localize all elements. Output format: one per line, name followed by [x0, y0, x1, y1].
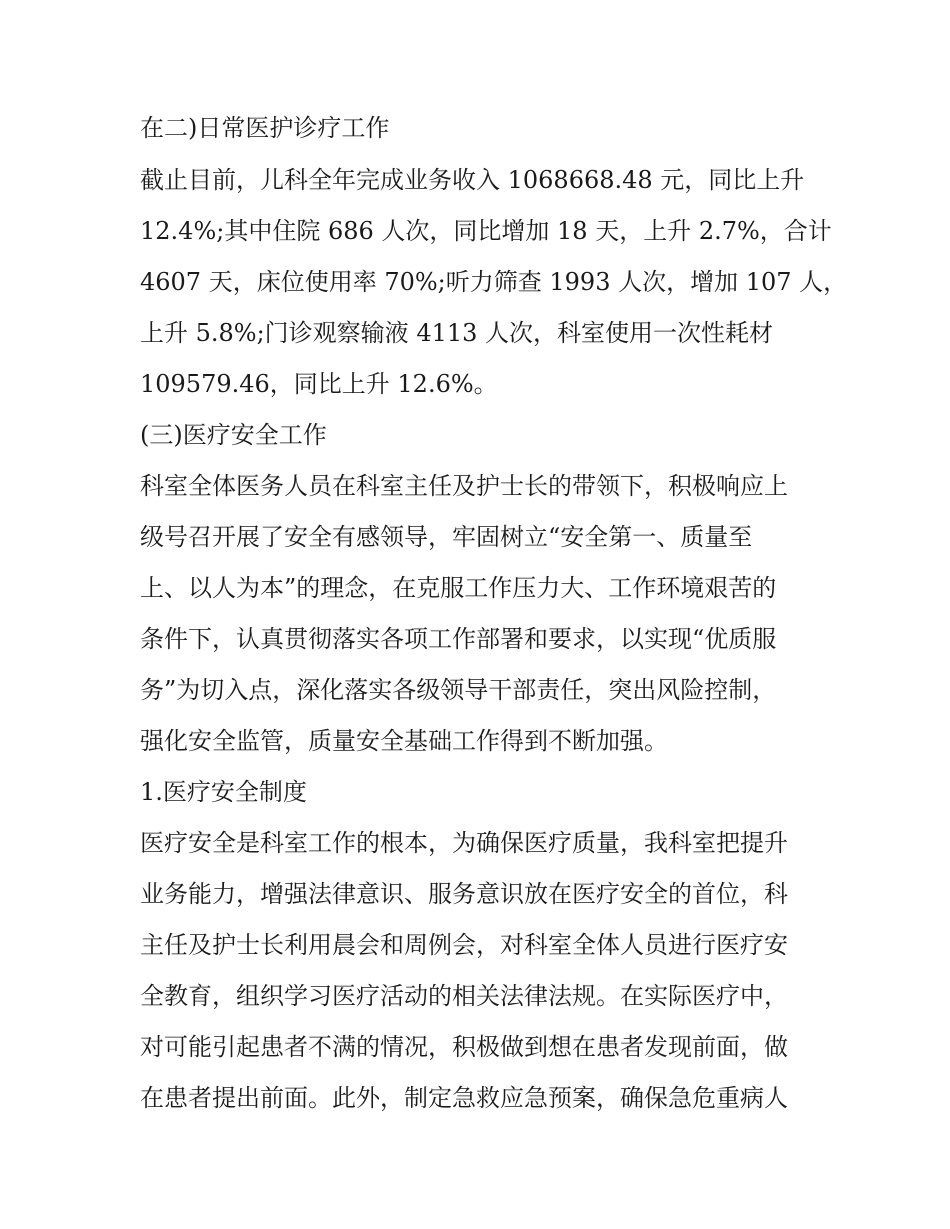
paragraph-line: 上、以人为本”的理念，在克服工作压力大、工作环境艰苦的 [140, 574, 777, 602]
paragraph-line: 级号召开展了安全有感领导，牢固树立“安全第一、质量至 [140, 523, 753, 551]
section-heading-safety: (三)医疗安全工作 [140, 421, 327, 449]
paragraph-line: 务”为切入点，深化落实各级领导干部责任，突出风险控制， [140, 676, 777, 704]
paragraph-line: 109579.46，同比上升 12.6%。 [140, 370, 498, 398]
paragraph-line: 强化安全监管，质量安全基础工作得到不断加强。 [140, 727, 668, 755]
paragraph-line: 全教育，组织学习医疗活动的相关法律法规。在实际医疗中， [140, 982, 788, 1010]
section-heading-daily-care: 在二)日常医护诊疗工作 [140, 114, 390, 142]
paragraph-line: 上升 5.8%;门诊观察输液 4113 人次，科室使用一次性耗材 [140, 319, 774, 347]
subsection-heading-safety-system: 1.医疗安全制度 [140, 778, 307, 806]
paragraph-line: 截止目前，儿科全年完成业务收入 1068668.48 元，同比上升 [140, 166, 805, 194]
paragraph-line: 业务能力，增强法律意识、服务意识放在医疗安全的首位，科 [140, 880, 788, 908]
paragraph-line: 对可能引起患者不满的情况，积极做到想在患者发现前面，做 [140, 1033, 788, 1061]
paragraph-line: 条件下，认真贯彻落实各项工作部署和要求，以实现“优质服 [140, 625, 777, 653]
paragraph-line: 医疗安全是科室工作的根本，为确保医疗质量，我科室把提升 [140, 829, 788, 857]
paragraph-line: 主任及护士长利用晨会和周例会，对科室全体人员进行医疗安 [140, 931, 788, 959]
paragraph-line: 12.4%;其中住院 686 人次，同比增加 18 天，上升 2.7%，合计 [140, 217, 832, 245]
paragraph-line: 在患者提出前面。此外，制定急救应急预案，确保急危重病人 [140, 1084, 788, 1112]
paragraph-line: 科室全体医务人员在科室主任及护士长的带领下，积极响应上 [140, 472, 788, 500]
paragraph-line: 4607 天，床位使用率 70%;听力筛查 1993 人次，增加 107 人， [140, 268, 848, 296]
